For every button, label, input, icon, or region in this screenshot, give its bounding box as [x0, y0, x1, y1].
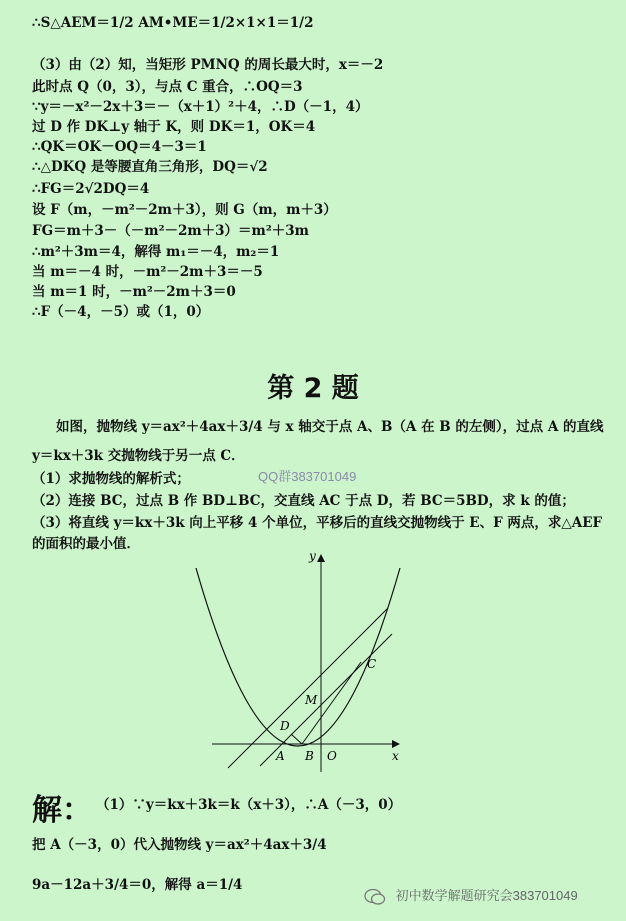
solution-line: ∴S△AEM＝1/2 AM•ME＝1/2×1×1＝1/2	[32, 15, 314, 31]
solution-line: ∴△DKQ 是等腰直角三角形，DQ＝√2	[32, 159, 268, 175]
solution-line: 设 F（m，－m²－2m＋3），则 G（m，m＋3）	[32, 202, 337, 218]
solution-line: 当 m＝－4 时，－m²－2m＋3＝－5	[32, 264, 263, 280]
question-3-cont: 的面积的最小值．	[32, 536, 140, 552]
solution-line: ∴m²＋3m＝4，解得 m₁＝－4，m₂＝1	[32, 244, 280, 260]
solution-line-1: （1）∵y＝kx＋3k＝k（x＋3），∴A（－3，0）	[96, 797, 402, 813]
question-2: （2）连接 BC，过点 B 作 BD⊥BC，交直线 AC 于点 D，若 BC＝5BD，求 k 的值；	[32, 493, 575, 509]
label-c: C	[367, 657, 377, 671]
label-d: D	[280, 719, 290, 733]
solution-line: 此时点 Q（0，3），与点 C 重合，∴OQ＝3	[32, 79, 303, 95]
label-x: x	[392, 749, 399, 763]
solution-line: 当 m＝1 时，－m²－2m＋3＝0	[32, 284, 236, 300]
solution-line-3: 9a－12a＋3/4＝0，解得 a＝1/4	[32, 877, 243, 893]
qq-watermark: QQ群383701049	[258, 469, 357, 484]
label-b: B	[305, 749, 314, 763]
solution-line: ∵y＝－x²－2x＋3＝－（x＋1）²＋4，∴D（－1，4）	[32, 99, 369, 115]
solution-heading: 解：	[32, 793, 92, 828]
segment-bd	[291, 734, 302, 744]
problem-intro-2: y＝kx＋3k 交抛物线于另一点 C．	[32, 448, 245, 464]
solution-line: ∴FG＝2√2DQ＝4	[32, 181, 150, 197]
label-y: y	[309, 549, 316, 563]
problem-title: 第 2 题	[267, 373, 359, 404]
solution-line: ∴QK＝OK－OQ＝4－3＝1	[32, 139, 207, 155]
footer-text: 初中数学解题研究会383701049	[395, 888, 578, 903]
footer-watermark	[364, 885, 578, 906]
y-axis-arrow	[317, 554, 325, 562]
question-1: （1）求抛物线的解析式；	[32, 471, 190, 487]
solution-line-2: 把 A（－3，0）代入抛物线 y＝ax²＋4ax＋3/4	[32, 837, 327, 853]
solution-line: 过 D 作 DK⊥y 轴于 K，则 DK＝1，OK＝4	[32, 119, 316, 135]
solution-line: FG＝m＋3－（－m²－2m＋3）＝m²＋3m	[32, 223, 309, 239]
label-o: O	[327, 749, 337, 763]
question-3: （3）将直线 y＝kx＋3k 向上平移 4 个单位，平移后的直线交抛物线于 E、F 两点，求△AEF	[32, 515, 603, 531]
parabola-figure	[0, 548, 626, 788]
x-axis-arrow	[392, 740, 400, 748]
problem-intro: 如图，抛物线 y＝ax²＋4ax＋3/4 与 x 轴交于点 A、B（A 在 B 的左侧），过点 A 的直线	[56, 419, 604, 435]
wechat-icon	[364, 888, 386, 906]
line-ac	[260, 634, 392, 766]
label-m: M	[305, 693, 318, 707]
solution-line: （3）由（2）知，当矩形 PMNQ 的周长最大时，x＝－2	[32, 57, 384, 73]
solution-line: ∴F（－4，－5）或（1，0）	[32, 304, 210, 320]
label-a: A	[276, 749, 285, 763]
